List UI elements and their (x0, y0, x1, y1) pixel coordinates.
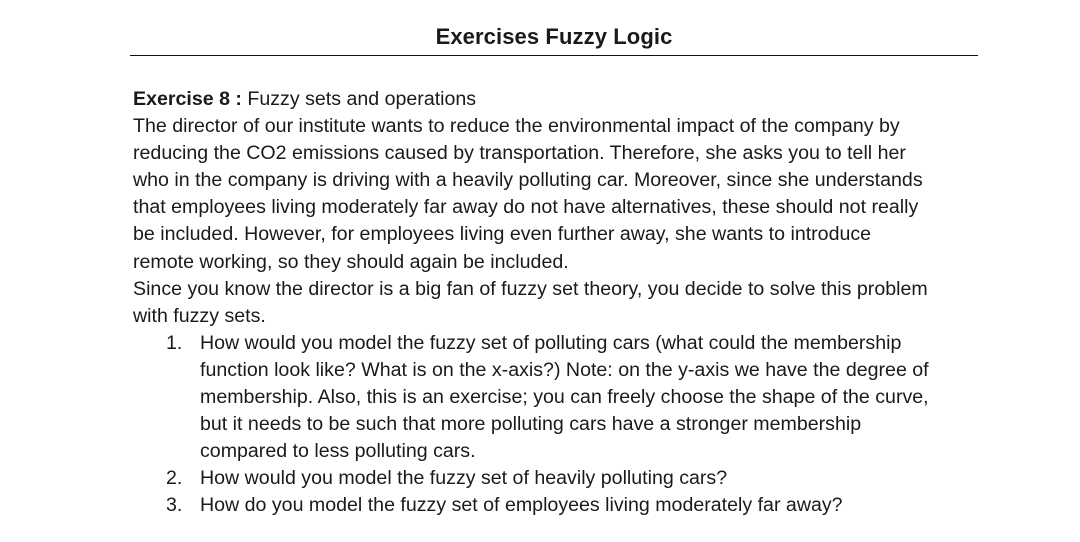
paragraph-line: Since you know the director is a big fan of fuzzy set theory, you decide to solve this problem (133, 277, 928, 300)
paragraph-line: The director of our institute wants to reduce the environmental impact of the company by (133, 115, 900, 138)
paragraph-line: reducing the CO2 emissions caused by transportation. Therefore, she asks you to tell her (133, 142, 906, 165)
question-item (133, 465, 1013, 492)
title-underline (130, 55, 978, 56)
exercise-body (133, 86, 1013, 520)
question-number: 2. (166, 467, 183, 490)
paragraph-line: that employees living moderately far away do not have alternatives, these should not really (133, 196, 919, 219)
exercise-paragraph (133, 113, 1013, 330)
paragraph-line: who in the company is driving with a heavily polluting car. Moreover, since she understands (133, 169, 923, 192)
paragraph-line: remote working, so they should again be included. (133, 250, 569, 273)
paragraph-line: with fuzzy sets. (133, 304, 266, 327)
question-line: How would you model the fuzzy set of polluting cars (what could the membership (200, 331, 902, 354)
exercise-topic: Fuzzy sets and operations (247, 88, 477, 110)
paragraph-line: be included. However, for employees living even further away, she wants to introduce (133, 223, 872, 246)
question-line: membership. Also, this is an exercise; you can freely choose the shape of the curve, (200, 386, 929, 409)
question-line: How do you model the fuzzy set of employees living moderately far away? (200, 494, 843, 517)
question-line: but it needs to be such that more polluting cars have a stronger membership (200, 413, 862, 436)
exercise-heading (133, 86, 1013, 113)
question-list (133, 330, 1013, 520)
question-line: How would you model the fuzzy set of heavily polluting cars? (200, 467, 728, 490)
question-line: function look like? What is on the x-axis?) Note: on the y-axis we have the degree of (200, 358, 929, 381)
exercise-label: Exercise 8 : (133, 88, 242, 110)
question-number: 1. (166, 331, 183, 354)
question-number: 3. (166, 494, 183, 517)
question-item (133, 492, 1013, 519)
document-title: Exercises Fuzzy Logic (435, 24, 673, 49)
question-line: compared to less polluting cars. (200, 440, 476, 463)
question-item (133, 330, 1013, 465)
